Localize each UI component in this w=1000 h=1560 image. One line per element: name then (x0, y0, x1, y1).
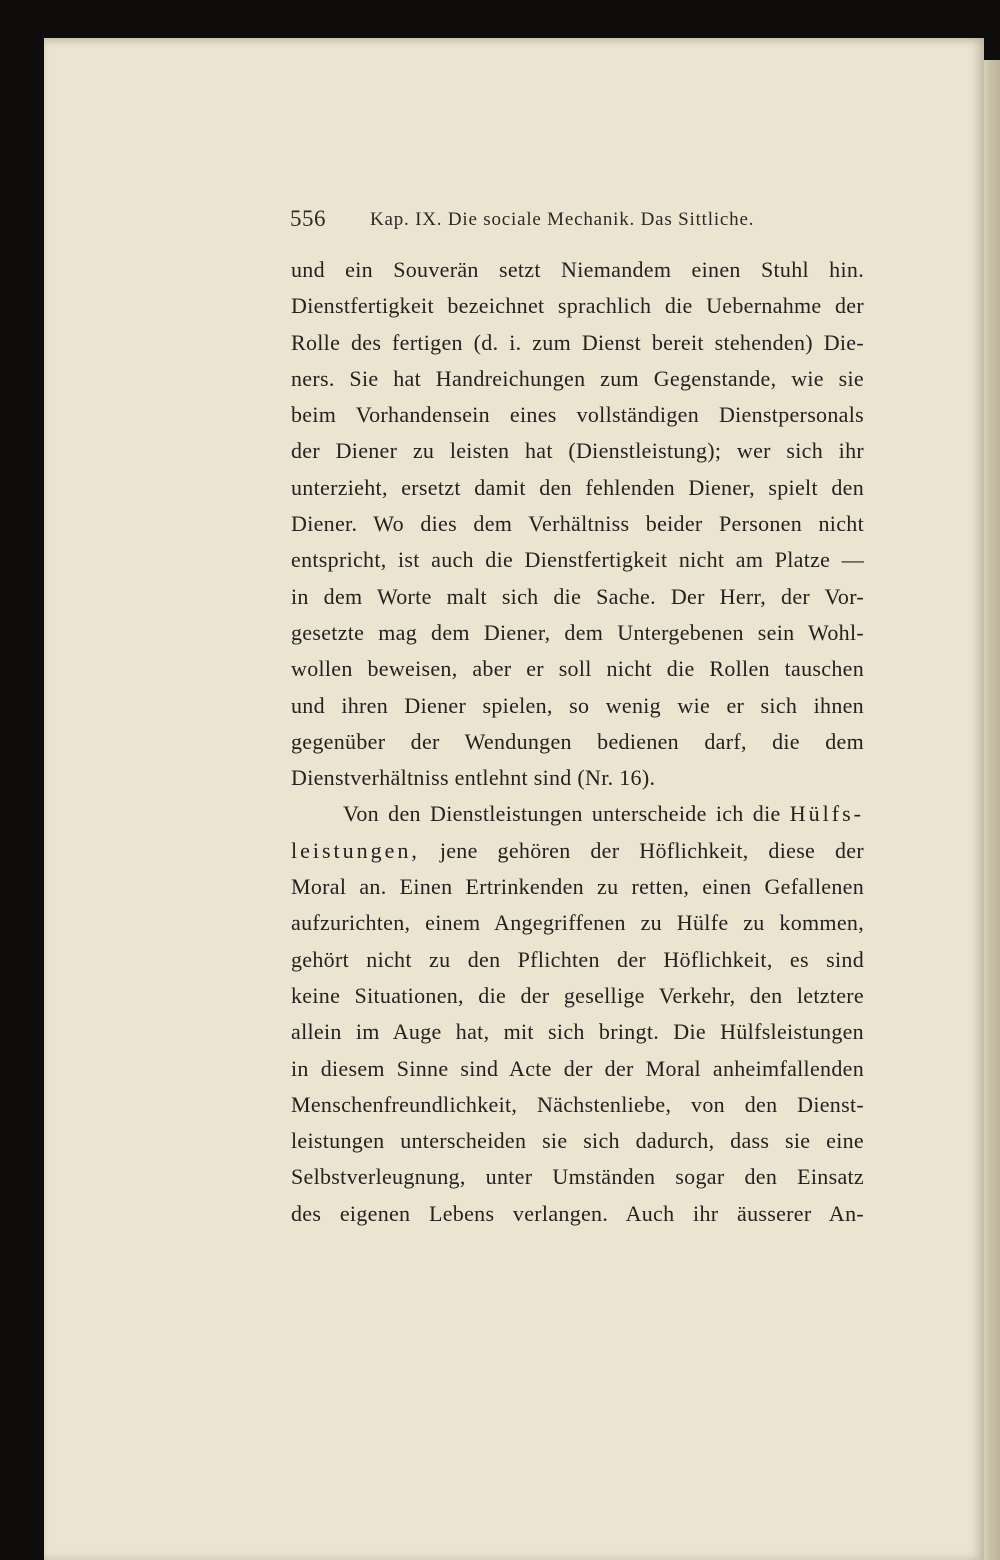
running-head (290, 206, 865, 242)
page-number: 556 (290, 206, 326, 231)
text-line: Menschenfreundlichkeit, Nächstenliebe, von den Dienst- (291, 1091, 864, 1117)
text-line: gegenüber der Wendungen bedienen darf, die dem (291, 728, 864, 754)
text-line: und ein Souverän setzt Niemandem einen Stuhl hin. (291, 257, 864, 282)
text-line: entspricht, ist auch die Dienstfertigkeit nicht am Platze — (291, 547, 864, 573)
text-line: beim Vorhandensein eines vollständigen Dienstpersonals (291, 402, 864, 428)
body-text (291, 252, 864, 1232)
text-line (291, 833, 864, 869)
text-span: jene gehören der Höflichkeit, diese der (439, 837, 864, 863)
page-edge (984, 60, 1000, 1560)
text-line: Moral an. Einen Ertrinkenden zu retten, einen Gefallenen (291, 874, 864, 900)
text-line: in dem Worte malt sich die Sache. Der Herr, der Vor- (291, 583, 864, 609)
text-line: keine Situationen, die der gesellige Verkehr, den letztere (291, 982, 864, 1008)
text-line: Dienstverhältniss entlehnt sind (Nr. 16). (291, 765, 656, 791)
text-line: ners. Sie hat Handreichungen zum Gegenstande, wie sie (291, 365, 864, 391)
paragraph-1 (291, 252, 864, 796)
text-line: Diener. Wo dies dem Verhältniss beider Personen nicht (291, 511, 864, 537)
paragraph-2 (291, 796, 864, 1232)
text-line: und ihren Diener spielen, so wenig wie er sich ihnen (291, 692, 864, 718)
text-line: wollen beweisen, aber er soll nicht die Rollen tauschen (291, 656, 864, 682)
text-line: unterzieht, ersetzt damit den fehlenden Diener, spielt den (291, 474, 864, 500)
text-line (291, 796, 864, 832)
running-head-title: Kap. IX. Die sociale Mechanik. Das Sittliche. (370, 209, 755, 230)
text-line: gesetzte mag dem Diener, dem Untergebenen sein Wohl- (291, 619, 864, 645)
text-line: allein im Auge hat, mit sich bringt. Die Hülfsleistungen (291, 1019, 864, 1045)
text-line: gehört nicht zu den Pflichten der Höflichkeit, es sind (291, 946, 864, 972)
text-line: Dienstfertigkeit bezeichnet sprachlich die Uebernahme der (291, 293, 864, 319)
text-span: Von den Dienstleistungen unterscheide ich die (343, 801, 781, 827)
text-line: Selbstverleugnung, unter Umständen sogar den Einsatz (291, 1164, 864, 1190)
text-line: der Diener zu leisten hat (Dienstleistung); wer sich ihr (291, 438, 864, 464)
text-line: leistungen unterscheiden sie sich dadurch, dass sie eine (291, 1128, 864, 1154)
emphasized-term: leistungen, (291, 837, 420, 863)
emphasized-term: Hülfs- (789, 801, 864, 827)
text-line: Rolle des fertigen (d. i. zum Dienst bereit stehenden) Die- (291, 329, 864, 355)
text-line: aufzurichten, einem Angegriffenen zu Hülfe zu kommen, (291, 910, 864, 936)
text-line: des eigenen Lebens verlangen. Auch ihr äusserer An- (291, 1200, 864, 1226)
text-line: in diesem Sinne sind Acte der der Moral anheimfallenden (291, 1055, 864, 1081)
